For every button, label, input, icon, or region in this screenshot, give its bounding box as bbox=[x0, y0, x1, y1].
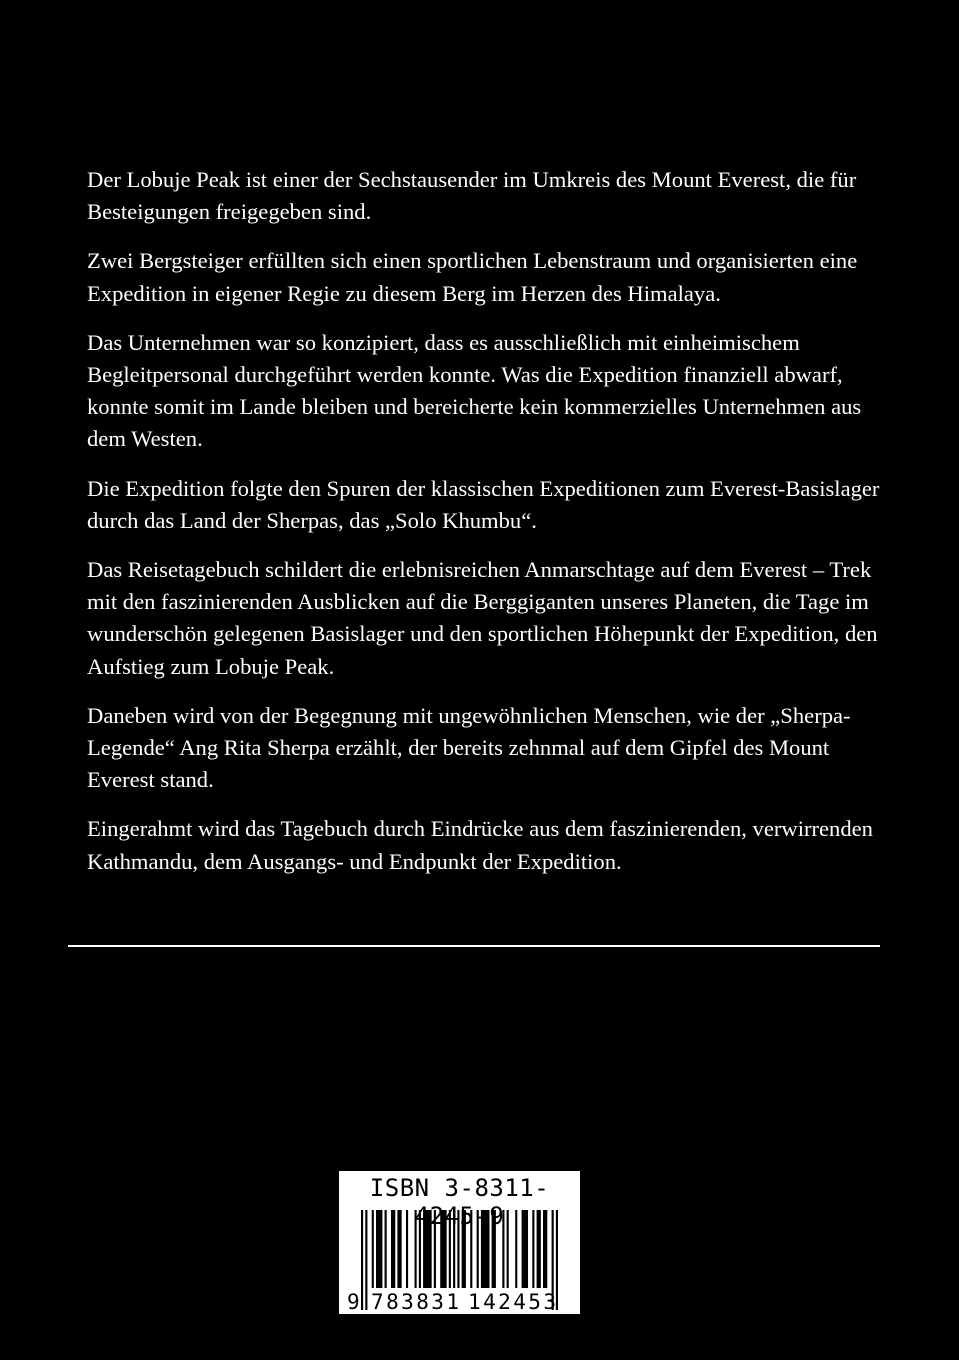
barcode-graphic bbox=[339, 1208, 580, 1314]
divider-line bbox=[68, 945, 880, 947]
paragraph-local-staff: Das Unternehmen war so konzipiert, dass es ausschließlich mit einheimischem Begleitpersonal durchgeführt werden konnte. Was die Expedition finanziell abwarf, konnte somit im Lande bleiben und bereicherte kein kommerzielles Unternehmen aus dem Westen. bbox=[87, 329, 862, 452]
ean-digits-right: 142453 bbox=[468, 1290, 556, 1314]
blurb-text bbox=[87, 164, 887, 895]
barcode-bar bbox=[391, 1210, 395, 1288]
barcode-bar bbox=[515, 1210, 517, 1288]
barcode-bar bbox=[406, 1210, 408, 1288]
barcode-bar bbox=[477, 1210, 479, 1288]
barcode-bar bbox=[385, 1210, 387, 1288]
barcode-bar bbox=[543, 1210, 547, 1288]
paragraph-climbers: Zwei Bergsteiger erfüllten sich einen sportlichen Lebenstraum und organisierten eine Expedition in eigener Regie zu diesem Berg im Herzen des Himalaya. bbox=[87, 248, 858, 306]
barcode-bar bbox=[376, 1210, 382, 1288]
ean-digit-lead: 9 bbox=[347, 1290, 360, 1314]
barcode-bar bbox=[470, 1210, 472, 1288]
barcode-bar bbox=[423, 1210, 432, 1288]
barcode-bar bbox=[361, 1210, 363, 1310]
paragraph-route: Die Expedition folgte den Spuren der klassischen Expeditionen zum Everest-Basislager durch das Land der Sherpas, das „Solo Khumbu“. bbox=[87, 475, 880, 533]
isbn-label: ISBN 3-8311-4245-9 bbox=[369, 1174, 550, 1230]
barcode-bar bbox=[522, 1210, 528, 1288]
barcode-bar bbox=[532, 1210, 534, 1288]
barcode-bar bbox=[434, 1210, 436, 1288]
barcode-bar bbox=[365, 1210, 367, 1310]
barcode-bar bbox=[372, 1210, 374, 1288]
barcode-bar bbox=[481, 1210, 490, 1288]
ean-digits bbox=[347, 1290, 556, 1314]
barcode-bar bbox=[440, 1210, 446, 1288]
barcode-bar bbox=[507, 1210, 509, 1288]
barcode-bar bbox=[556, 1210, 558, 1310]
ean-digits-left: 783831 bbox=[371, 1290, 459, 1314]
barcode-bar bbox=[492, 1210, 496, 1288]
paragraph-diary: Das Reisetagebuch schildert die erlebnisreichen Anmarschtage auf dem Everest – Trek mit den faszinierenden Ausblicken auf die Berggiganten unseres Planeten, die Tage im wunderschön gelegenen Basislager und den sportlichen Höhepunkt der Expedition, den Aufstieg zum Lobuje Peak. bbox=[87, 557, 878, 679]
paragraph-intro: Der Lobuje Peak ist einer der Sechstausender im Umkreis des Mount Everest, die für Besteigungen freigegeben sind. bbox=[87, 167, 857, 225]
barcode-bar bbox=[415, 1210, 417, 1288]
barcode-bar bbox=[462, 1210, 466, 1288]
barcode-bar bbox=[457, 1210, 459, 1288]
barcode-bar bbox=[502, 1210, 504, 1288]
paragraph-kathmandu: Eingerahmt wird das Tagebuch durch Eindrücke aus dem faszinierenden, verwirrenden Kathmandu, dem Ausgangs- und Endpunkt der Expedition. bbox=[87, 816, 873, 874]
barcode-bar bbox=[453, 1210, 455, 1288]
barcode-bar bbox=[419, 1210, 421, 1288]
paragraph-encounters: Daneben wird von der Begegnung mit ungewöhnlichen Menschen, wie der „Sherpa-Legende“ Ang Rita Sherpa erzählt, der bereits zehnmal auf dem Gipfel des Mount Everest stand. bbox=[87, 702, 851, 793]
isbn-barcode bbox=[339, 1171, 580, 1314]
barcode-bar bbox=[397, 1210, 401, 1288]
barcode-bar bbox=[449, 1210, 451, 1288]
barcode-bar bbox=[537, 1210, 541, 1288]
